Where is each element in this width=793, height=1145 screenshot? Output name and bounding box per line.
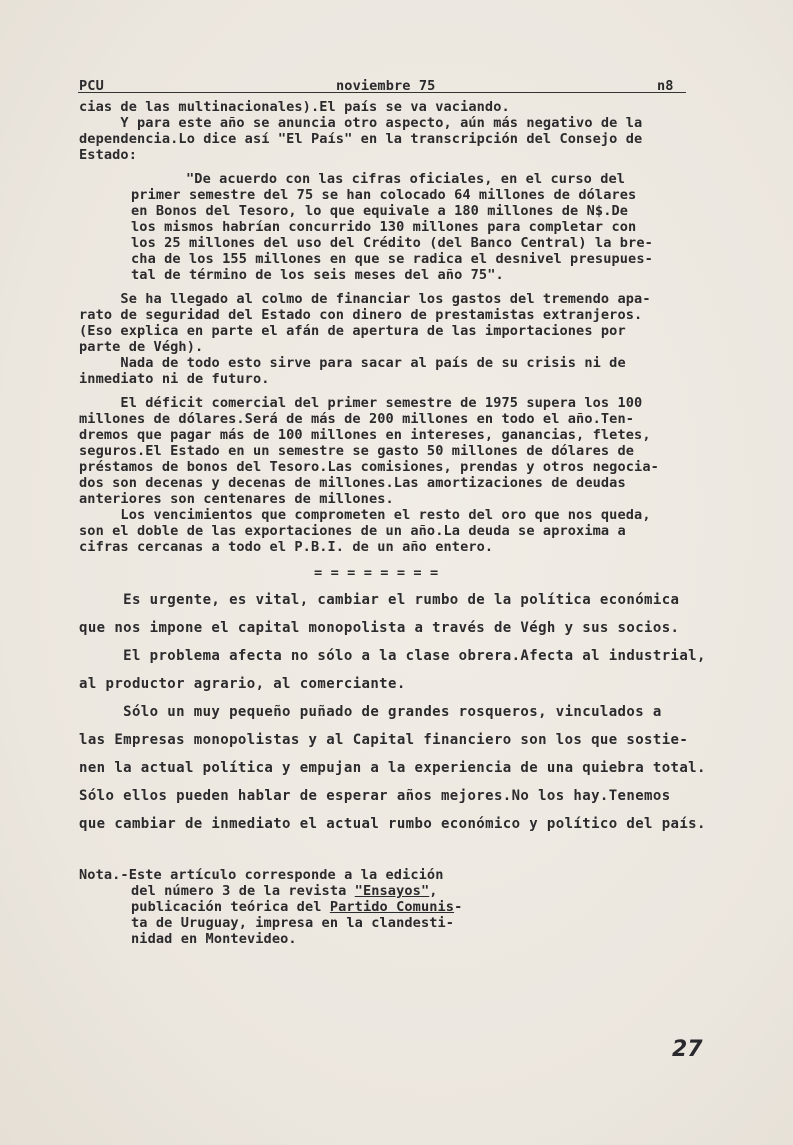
text-line: Los vencimientos que comprometen el resto del oro que nos queda, <box>79 507 651 523</box>
quote-line: tal de término de los seis meses del año 75". <box>131 267 504 283</box>
journal-title: "Ensayos" <box>354 883 430 899</box>
note-line: Nota.-Este artículo corresponde a la edición <box>79 867 444 883</box>
text-line: inmediato ni de futuro. <box>79 371 270 387</box>
text-line: millones de dólares.Será de más de 200 millones en todo el año.Ten- <box>79 411 635 427</box>
quote-line: los 25 millones del uso del Crédito (del Banco Central) la bre- <box>131 235 653 251</box>
text-line: cias de las multinacionales).El país se va vaciando. <box>79 99 510 115</box>
text-line: nen la actual política y empujan a la experiencia de una quiebra total. <box>79 760 706 776</box>
text-line: dremos que pagar más de 100 millones en intereses, ganancias, fletes, <box>79 427 651 443</box>
text-line: al productor agrario, al comerciante. <box>79 676 406 692</box>
text-line: las Empresas monopolistas y al Capital financiero son los que sostie- <box>79 732 689 748</box>
quote-line: cha de los 155 millones en que se radica el desnivel presupues- <box>131 251 653 267</box>
quote-line: "De acuerdo con las cifras oficiales, en el curso del <box>186 171 626 187</box>
text-line: Estado: <box>79 147 137 163</box>
header-center: noviembre 75 <box>336 78 436 94</box>
text-line: Y para este año se anuncia otro aspecto, aún más negativo de la <box>79 115 643 131</box>
quote-line: en Bonos del Tesoro, lo que equivale a 180 millones de N$.De <box>131 203 629 219</box>
note-text: del número 3 de la revista <box>131 883 355 899</box>
text-line: Sólo ellos pueden hablar de esperar años mejores.No los hay.Tenemos <box>79 788 671 804</box>
text-line: parte de Végh). <box>79 339 204 355</box>
page-number: 27 <box>672 1037 703 1062</box>
header-left: PCU <box>79 78 104 94</box>
note-text: - <box>454 899 463 915</box>
text-line: que cambiar de inmediato el actual rumbo económico y político del país. <box>79 816 706 832</box>
text-line: El déficit comercial del primer semestre de 1975 supera los 100 <box>79 395 643 411</box>
text-line: dos son decenas y decenas de millones.Las amortizaciones de deudas <box>79 475 626 491</box>
note-line <box>131 899 462 915</box>
text-line: dependencia.Lo dice así "El País" en la transcripción del Consejo de <box>79 131 643 147</box>
text-line: anteriores son centenares de millones. <box>79 491 394 507</box>
quote-line: primer semestre del 75 se han colocado 64 millones de dólares <box>131 187 637 203</box>
quote-line: los mismos habrían concurrido 130 millones para completar con <box>131 219 637 235</box>
header-right: n8 <box>657 78 674 94</box>
text-line: seguros.El Estado en un semestre se gasto 50 millones de dólares de <box>79 443 635 459</box>
text-line: Nada de todo esto sirve para sacar al país de su crisis ni de <box>79 355 626 371</box>
separator: = = = = = = = = <box>314 565 439 581</box>
text-line: cifras cercanas a todo el P.B.I. de un año entero. <box>79 539 494 555</box>
text-line: Se ha llegado al colmo de financiar los gastos del tremendo apa- <box>79 291 651 307</box>
text-line: son el doble de las exportaciones de un año.La deuda se aproxima a <box>79 523 626 539</box>
text-line: (Eso explica en parte el afán de apertura de las importaciones por <box>79 323 626 339</box>
text-line: préstamos de bonos del Tesoro.Las comisiones, prendas y otros negocia- <box>79 459 659 475</box>
note-line: ta de Uruguay, impresa en la clandesti- <box>131 915 455 931</box>
text-line: Sólo un muy pequeño puñado de grandes rosqueros, vinculados a <box>79 704 662 720</box>
text-line: que nos impone el capital monopolista a través de Végh y sus socios. <box>79 620 680 636</box>
note-line: nidad en Montevideo. <box>131 931 297 947</box>
text-line: El problema afecta no sólo a la clase obrera.Afecta al industrial, <box>79 648 706 664</box>
note-text: , <box>429 883 438 899</box>
party-name: Partido Comunis <box>329 899 455 915</box>
header-rule <box>78 92 686 93</box>
note-line <box>131 883 438 899</box>
text-line: rato de seguridad del Estado con dinero de prestamistas extranjeros. <box>79 307 643 323</box>
note-text: publicación teórica del <box>131 899 330 915</box>
text-line: Es urgente, es vital, cambiar el rumbo de la política económica <box>79 592 680 608</box>
